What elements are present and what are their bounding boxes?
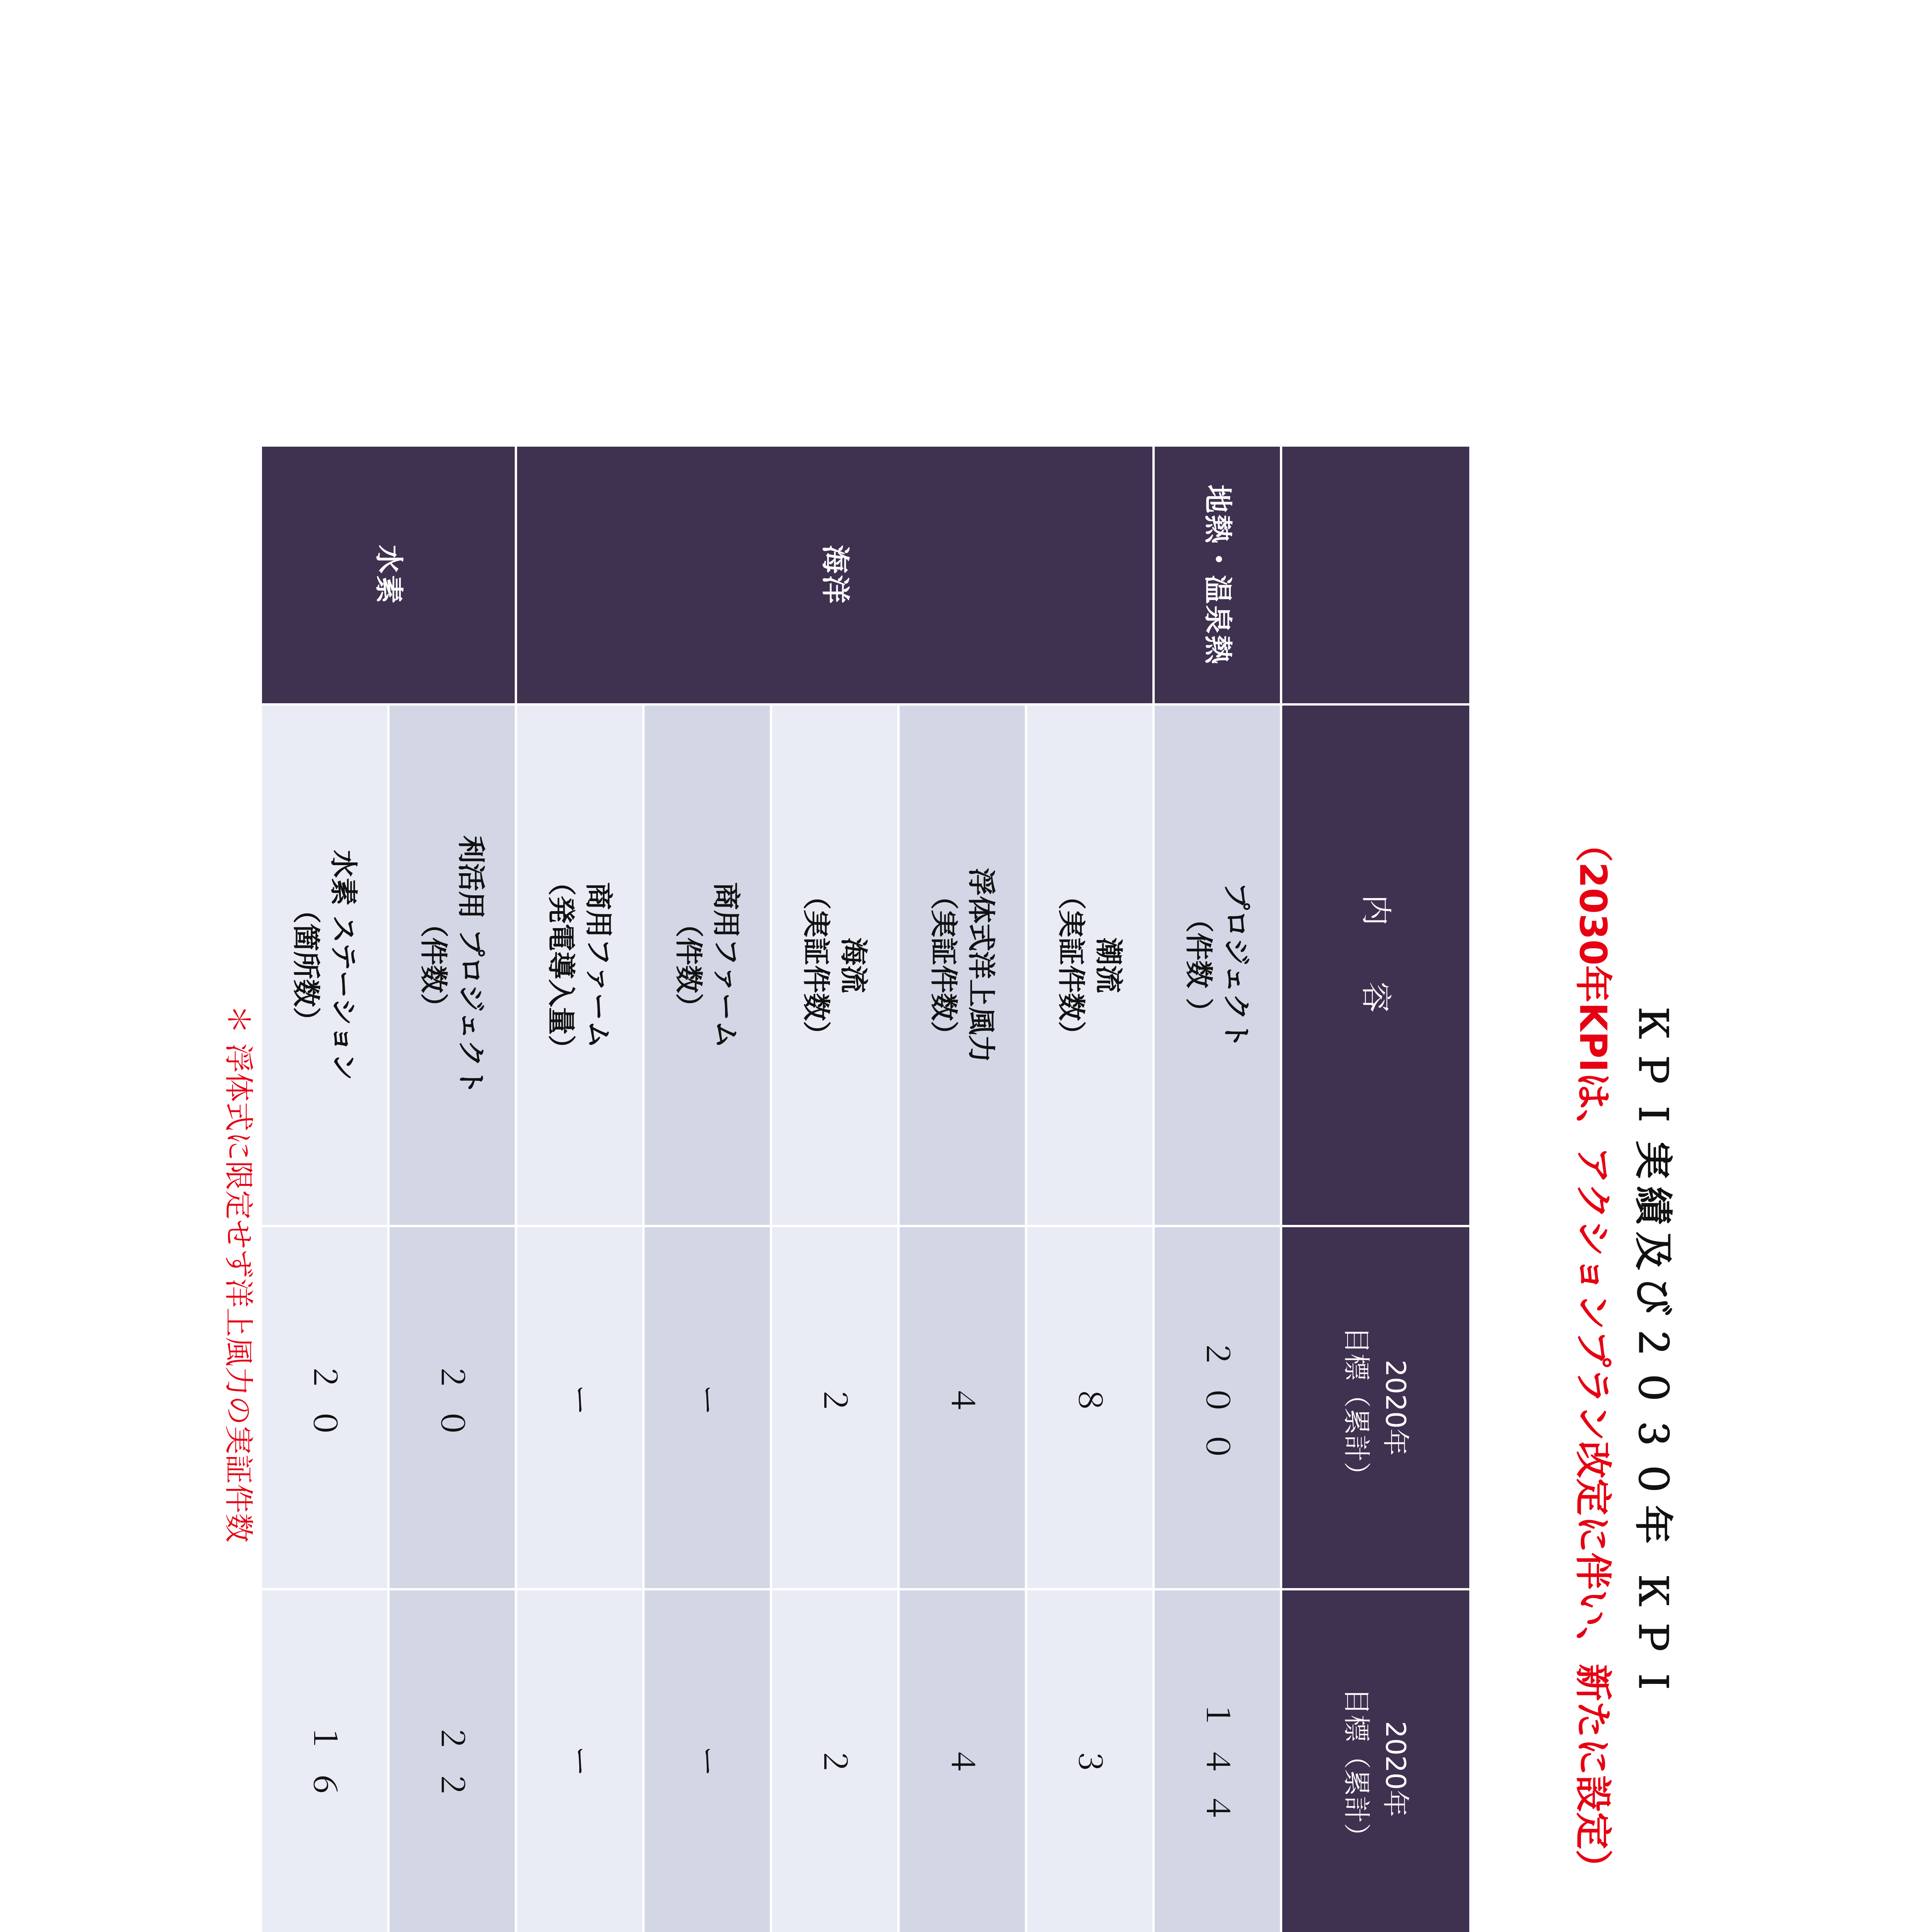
item-label xyxy=(261,704,388,1226)
item-unit: （件数 ） xyxy=(1183,905,1215,1026)
item-label xyxy=(898,704,1026,1226)
item-label xyxy=(388,704,516,1226)
footnote: ＊ 浮体式に限定せず洋上風力の実証件数 xyxy=(221,1005,256,1543)
header-2020-target-b-year: 2020年 xyxy=(1380,1721,1412,1817)
item-unit: （件数） xyxy=(417,909,450,1021)
value-2020-a: ２ xyxy=(771,1226,898,1589)
item-label xyxy=(516,704,643,1226)
category-geothermal: 地熱・温泉熱 xyxy=(1154,446,1281,704)
header-category xyxy=(1281,446,1470,704)
value-2020-b: ー xyxy=(516,1589,643,1932)
item-name: 商用ファーム xyxy=(582,882,615,1049)
item-name: 浮体式洋上風力 xyxy=(965,867,998,1063)
item-name: 利活用 プロジェクト xyxy=(455,835,488,1095)
item-name: プロジェクト xyxy=(1220,882,1253,1049)
value-2020-b: １４４ xyxy=(1154,1589,1281,1932)
item-name: 商用ファーム xyxy=(710,882,743,1049)
item-name: 潮流 xyxy=(1092,937,1125,993)
item-unit: （実証件数） xyxy=(927,881,960,1049)
value-2020-b: ４ xyxy=(898,1589,1026,1932)
header-2020-target-b xyxy=(1281,1589,1470,1932)
value-2020-a: ー xyxy=(516,1226,643,1589)
page-title: ＫＰＩ実績及び２０３０年 ＫＰＩ xyxy=(1630,1003,1676,1708)
value-2020-b: ー xyxy=(643,1589,771,1932)
kpi-table xyxy=(260,444,1472,1932)
header-2020-target-b-label: 目標（累計） xyxy=(1341,1688,1372,1850)
value-2020-a: ８ xyxy=(1026,1226,1154,1589)
value-2020-a: ２００ xyxy=(1154,1226,1281,1589)
value-2020-b: ２ xyxy=(771,1589,898,1932)
item-name: 水素 ステーション xyxy=(327,850,360,1081)
value-2020-a: ２０ xyxy=(388,1226,516,1589)
item-label xyxy=(1026,704,1154,1226)
item-label xyxy=(643,704,771,1226)
item-label xyxy=(771,704,898,1226)
header-2020-target-a xyxy=(1281,1226,1470,1589)
value-2020-b: ２２ xyxy=(388,1589,516,1932)
table-row xyxy=(388,446,516,1932)
item-label xyxy=(1154,704,1281,1226)
item-unit: （件数） xyxy=(672,909,705,1021)
item-unit: （実証件数） xyxy=(1055,881,1087,1049)
table-row xyxy=(1154,446,1281,1932)
header-2020-target-a-year: 2020年 xyxy=(1380,1359,1412,1456)
value-2020-b: １６ xyxy=(261,1589,388,1932)
value-2020-a: ４ xyxy=(898,1226,1026,1589)
category-ocean: 海洋 xyxy=(516,446,1154,704)
category-hydrogen: 水素 xyxy=(261,446,516,704)
item-unit: （発電導入量） xyxy=(545,867,577,1063)
item-unit: （実証件数） xyxy=(800,881,832,1049)
page-subtitle: （2030年KPIは、アクションプラン改定に伴い、新たに設定） xyxy=(1571,825,1615,1886)
value-2020-b: ３ xyxy=(1026,1589,1154,1932)
header-content: 内 容 xyxy=(1281,704,1470,1226)
value-2020-a: ー xyxy=(643,1226,771,1589)
table-header-row xyxy=(1281,446,1470,1932)
header-2020-target-a-label: 目標（累計） xyxy=(1341,1327,1372,1489)
table-row xyxy=(1026,446,1154,1932)
value-2020-a: ２０ xyxy=(261,1226,388,1589)
item-name: 海流 xyxy=(837,937,870,993)
item-unit: （箇所数） xyxy=(290,895,322,1035)
